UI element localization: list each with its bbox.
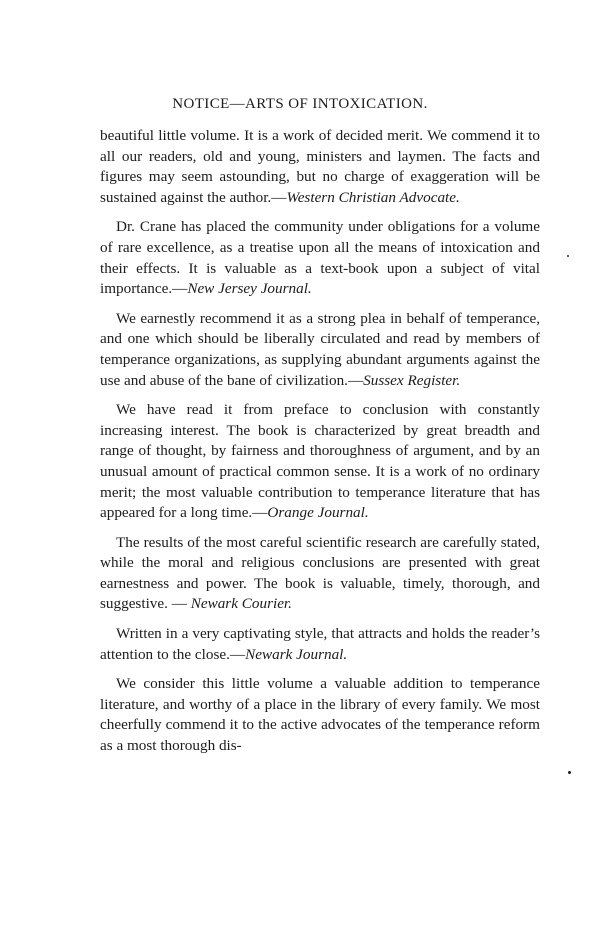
review-source: Sussex Register. xyxy=(363,371,461,389)
review-source: Newark Courier. xyxy=(190,595,292,613)
print-speck xyxy=(567,255,569,257)
review-text: beautiful little volume. It is a work of decided merit. We commend it to all our readers, old and young, ministers and laymen. The facts and figures may seem astounding, but no charge of exaggeration will be sustained against the author.— xyxy=(100,127,540,206)
review-paragraph-1 xyxy=(100,126,540,208)
review-source: New Jersey Journal. xyxy=(187,280,312,298)
review-paragraph-2 xyxy=(100,217,540,299)
review-paragraph-3 xyxy=(100,309,540,391)
heading-part-4: NTOXICATION. xyxy=(317,96,428,112)
body-text xyxy=(100,126,540,766)
review-text: The results of the most careful scientific research are carefully stated, while the moral and religious conclusions are presented with great earnestness and power. The book is valuable, timely, thorough, and suggestive. — xyxy=(100,533,540,613)
review-text: We earnestly recommend it as a strong plea in behalf of temperance, and one which should be liberally circulated and read by members of temperance organizations, as supplying abundant arguments against the use and abuse of the bane of civilization.— xyxy=(100,309,540,389)
review-source: Newark Journal. xyxy=(245,645,348,663)
review-text: Written in a very captivating style, that attracts and holds the reader’s attention to the close.— xyxy=(100,625,540,663)
review-source: Orange Journal. xyxy=(267,504,369,522)
heading-part-1: NOTICE—A xyxy=(172,96,257,112)
review-paragraph-5 xyxy=(100,533,540,615)
review-paragraph-4 xyxy=(100,400,540,524)
review-paragraph-7 xyxy=(100,674,540,756)
review-paragraph-6 xyxy=(100,624,540,665)
print-speck xyxy=(568,771,571,774)
review-source: Western Christian Advocate. xyxy=(286,188,460,206)
heading-part-3: I xyxy=(312,96,318,112)
heading-part-2: RTS OF xyxy=(256,96,313,112)
page-heading xyxy=(0,96,600,113)
review-text: Dr. Crane has placed the community under obligations for a volume of rare excellence, as a treatise upon all the means of intoxication and their effects. It is valuable as a text-book upon a subject of vital importance.— xyxy=(100,218,540,298)
review-text: We have read it from preface to conclusion with constantly increasing interest. The book is characterized by great breadth and range of thought, by fairness and thoroughness of argument, and by an unusual amount of practical common sense. It is a work of no ordinary merit; the most valuable contribution to temperance literature that has appeared for a long time.— xyxy=(100,401,540,522)
review-text: We consider this little volume a valuable addition to temperance literature, and worthy of a place in the library of every family. We most cheerfully commend it to the active advocates of the temperance reform as a most thorough dis- xyxy=(100,675,540,755)
